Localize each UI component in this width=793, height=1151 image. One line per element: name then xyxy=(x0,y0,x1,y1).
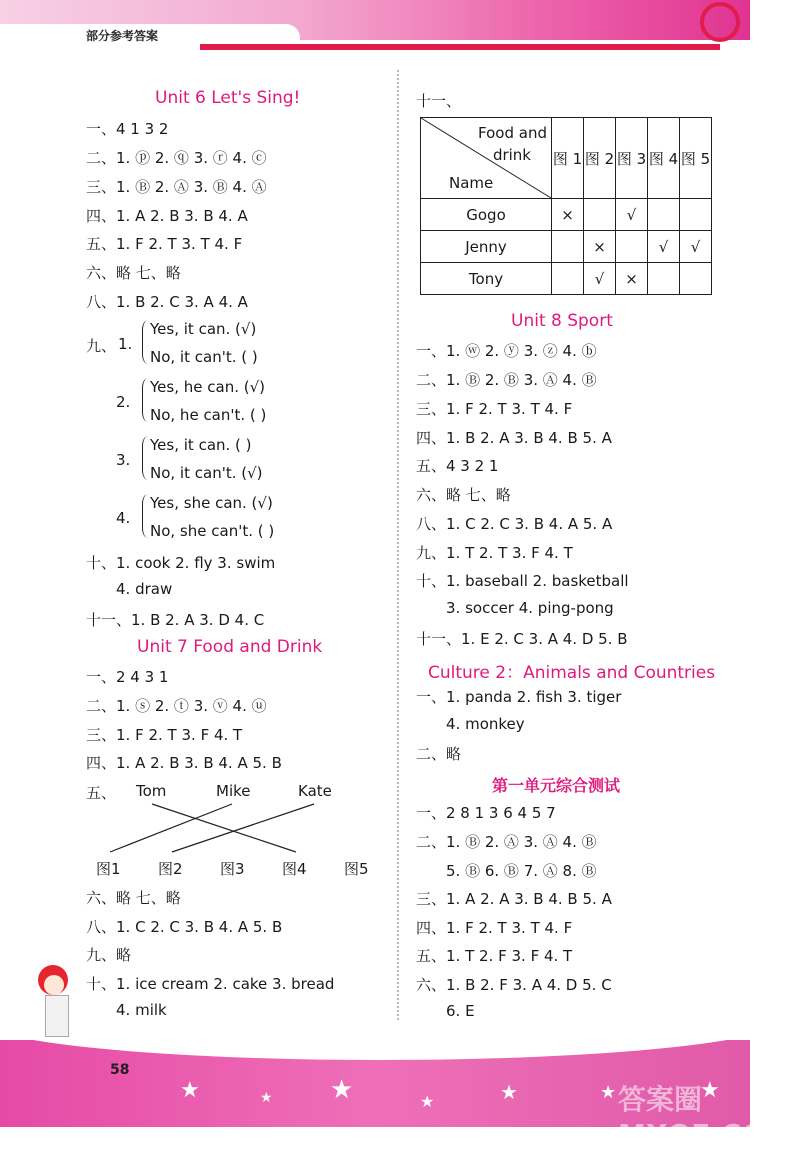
table-corner-cell xyxy=(421,118,552,199)
answer-line: 六、略 七、略 xyxy=(86,264,181,282)
answer-line: 四、1. B 2. A 3. B 4. B 5. A xyxy=(416,429,612,447)
header-ring-icon xyxy=(700,2,740,42)
section-heading-culture2: Culture 2：Animals and Countries xyxy=(428,663,716,683)
table-name-cell: Jenny xyxy=(421,231,552,263)
answer-line: 六、略 七、略 xyxy=(86,889,181,907)
match-label: 五、 xyxy=(86,784,117,802)
answer-line: 四、1. A 2. B 3. B 4. A xyxy=(86,207,248,225)
table-row xyxy=(421,231,712,263)
answer-line: 一、1. ⓦ 2. ⓨ 3. ⓩ 4. ⓑ xyxy=(416,342,597,360)
star-icon: ★ xyxy=(500,1080,518,1104)
nine-no: No, it can't. (√) xyxy=(150,464,263,482)
nine-no: No, he can't. ( ) xyxy=(150,406,267,424)
match-line xyxy=(110,804,232,852)
match-line xyxy=(172,804,314,852)
answer-line: 一、1. panda 2. fish 3. tiger xyxy=(416,688,622,706)
answer-line: 一、2 4 3 1 xyxy=(86,668,169,686)
nine-no: No, she can't. ( ) xyxy=(150,522,275,540)
section-heading-unit7: Unit 7 Food and Drink xyxy=(137,637,323,657)
answer-line: 四、1. A 2. B 3. B 4. A 5. B xyxy=(86,754,282,772)
star-icon: ★ xyxy=(330,1075,354,1105)
nine-yes: Yes, it can. ( ) xyxy=(150,436,252,454)
section-heading-unit8: Unit 8 Sport xyxy=(511,311,613,331)
answer-line: 八、1. C 2. C 3. B 4. A 5. A xyxy=(416,515,613,533)
answer-line: 五、1. F 2. T 3. T 4. F xyxy=(86,235,243,253)
girl-body-icon xyxy=(45,995,69,1037)
nine-num: 3. xyxy=(116,451,131,469)
nine-yes: Yes, it can. (√) xyxy=(150,320,257,338)
answer-line: 六、1. B 2. F 3. A 4. D 5. C xyxy=(416,976,612,994)
answer-line: 三、1. A 2. A 3. B 4. B 5. A xyxy=(416,890,612,908)
nine-yes: Yes, she can. (√) xyxy=(150,494,273,512)
answer-line: 4. draw xyxy=(116,580,173,598)
match-pic: 图4 xyxy=(282,860,307,878)
answer-line: 十、1. baseball 2. basketball xyxy=(416,572,629,590)
answer-line: 二、1. Ⓑ 2. Ⓑ 3. Ⓐ 4. Ⓑ xyxy=(416,371,597,389)
section-heading-unit6: Unit 6 Let's Sing! xyxy=(155,88,301,108)
star-icon: ★ xyxy=(700,1078,720,1103)
answer-line: 6. E xyxy=(446,1002,475,1020)
answer-line: 十一、 xyxy=(416,92,462,110)
table-mark-cell: × xyxy=(552,199,584,231)
match-lines xyxy=(0,0,400,900)
answer-table xyxy=(420,117,712,295)
table-mark-cell: × xyxy=(616,263,648,295)
answer-line: 4. monkey xyxy=(446,715,525,733)
answer-line: 三、1. Ⓑ 2. Ⓐ 3. Ⓑ 4. Ⓐ xyxy=(86,178,267,196)
table-name-cell: Gogo xyxy=(421,199,552,231)
table-col-header: 图 4 xyxy=(648,118,680,199)
answer-line: 十、1. ice cream 2. cake 3. bread xyxy=(86,975,335,993)
girl-face-icon xyxy=(44,975,64,995)
table-mark-cell: √ xyxy=(616,199,648,231)
table-col-header: 图 1 xyxy=(552,118,584,199)
table-row xyxy=(421,199,712,231)
answer-line: 五、1. T 2. F 3. F 4. T xyxy=(416,947,573,965)
table-mark-cell xyxy=(680,199,712,231)
answer-line: 十一、1. E 2. C 3. A 4. D 5. B xyxy=(416,630,628,648)
nine-no: No, it can't. ( ) xyxy=(150,348,258,366)
table-mark-cell xyxy=(616,231,648,263)
answer-line: 一、2 8 1 3 6 4 5 7 xyxy=(416,804,556,822)
table-col-header: 图 2 xyxy=(584,118,616,199)
answer-line: 三、1. F 2. T 3. T 4. F xyxy=(416,400,573,418)
answer-line: 十一、1. B 2. A 3. D 4. C xyxy=(86,611,265,629)
answer-line: 十、1. cook 2. fly 3. swim xyxy=(86,554,276,572)
table-mark-cell: × xyxy=(584,231,616,263)
answer-line: 九、略 xyxy=(86,946,132,964)
answer-line: 一、4 1 3 2 xyxy=(86,120,169,138)
nine-num: 1. xyxy=(118,335,133,353)
corner-bottom: Name xyxy=(449,174,494,192)
answer-line: 二、1. Ⓑ 2. Ⓐ 3. Ⓐ 4. Ⓑ xyxy=(416,833,597,851)
table-mark-cell: √ xyxy=(680,231,712,263)
table-mark-cell xyxy=(552,231,584,263)
watermark-text: 答案圈 MXQE.COM xyxy=(618,1083,793,1151)
header-title: 部分参考答案 xyxy=(86,29,159,43)
nine-label: 九、 xyxy=(86,337,117,355)
corner-top: Food and xyxy=(478,124,547,142)
star-icon: ★ xyxy=(420,1092,435,1111)
star-icon: ★ xyxy=(260,1090,273,1106)
match-pic: 图2 xyxy=(158,860,183,878)
table-mark-cell xyxy=(648,199,680,231)
answer-line: 三、1. F 2. T 3. F 4. T xyxy=(86,726,243,744)
answer-line: 五、4 3 2 1 xyxy=(416,457,499,475)
table-mark-cell xyxy=(584,199,616,231)
answer-line: 四、1. F 2. T 3. T 4. F xyxy=(416,919,573,937)
answer-line: 九、1. T 2. T 3. F 4. T xyxy=(416,544,573,562)
answer-line: 5. Ⓑ 6. Ⓑ 7. Ⓐ 8. Ⓑ xyxy=(446,862,597,880)
answer-line: 二、略 xyxy=(416,745,462,763)
answer-line: 4. milk xyxy=(116,1001,167,1019)
match-pic: 图5 xyxy=(344,860,369,878)
section-heading-test1: 第一单元综合测试 xyxy=(492,776,621,795)
table-col-header: 图 3 xyxy=(616,118,648,199)
table-mark-cell xyxy=(648,263,680,295)
table-mark-cell xyxy=(680,263,712,295)
match-name: Mike xyxy=(216,782,251,800)
answer-line: 二、1. ⓟ 2. ⓠ 3. ⓡ 4. ⓒ xyxy=(86,149,267,167)
table-row xyxy=(421,263,712,295)
table-mark-cell: √ xyxy=(648,231,680,263)
table-mark-cell: √ xyxy=(584,263,616,295)
match-pic: 图3 xyxy=(220,860,245,878)
answer-line: 八、1. B 2. C 3. A 4. A xyxy=(86,293,248,311)
answer-line: 八、1. C 2. C 3. B 4. A 5. B xyxy=(86,918,283,936)
match-pic: 图1 xyxy=(96,860,121,878)
table-mark-cell xyxy=(552,263,584,295)
table-col-header: 图 5 xyxy=(680,118,712,199)
answer-line: 六、略 七、略 xyxy=(416,486,511,504)
star-icon: ★ xyxy=(600,1082,617,1103)
match-name: Tom xyxy=(136,782,167,800)
table-name-cell: Tony xyxy=(421,263,552,295)
nine-num: 2. xyxy=(116,393,131,411)
page-number: 58 xyxy=(110,1062,130,1078)
match-name: Kate xyxy=(298,782,332,800)
corner-mid: drink xyxy=(492,146,531,164)
star-icon: ★ xyxy=(180,1078,200,1103)
nine-yes: Yes, he can. (√) xyxy=(150,378,265,396)
answer-line: 3. soccer 4. ping-pong xyxy=(446,599,614,617)
answer-line: 二、1. ⓢ 2. ⓣ 3. ⓥ 4. ⓤ xyxy=(86,697,267,715)
nine-num: 4. xyxy=(116,509,131,527)
match-line xyxy=(152,804,296,852)
